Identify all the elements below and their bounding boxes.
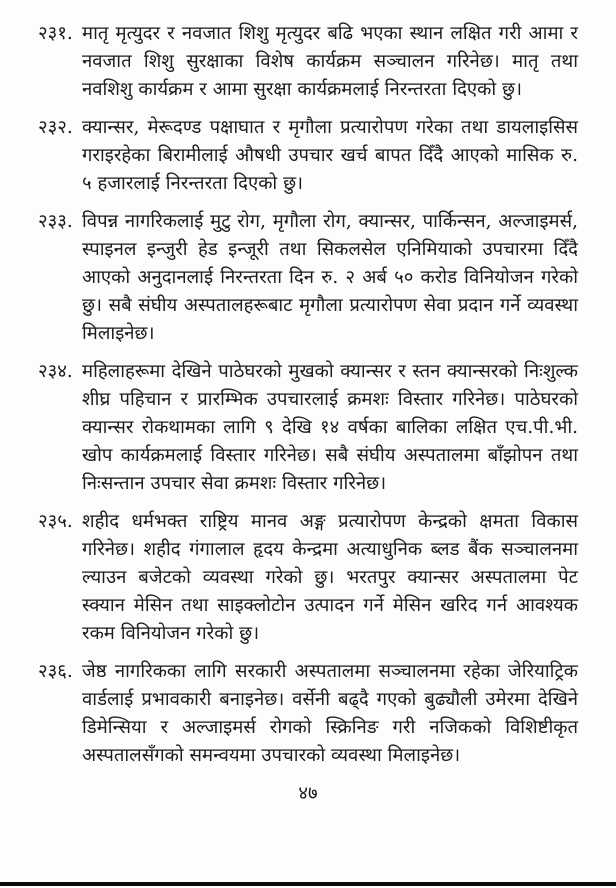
paragraph-231 <box>38 20 578 104</box>
paragraph-number: २३६. <box>38 661 73 682</box>
paragraph-236 <box>38 658 578 770</box>
page-number: ४७ <box>298 783 318 804</box>
paragraph-232 <box>38 114 578 198</box>
paragraph-text: शहीद धर्मभक्त राष्ट्रिय मानव अङ्ग प्रत्यारोपण केन्द्रको क्षमता विकास गरिनेछ। शहीद गंगालाल हृदय केन्द्रमा अत्याधुनिक ब्लड बैंक सञ्चालनमा ल्याउन बजेटको व्यवस्था गरेको छु। भरतपुर क्यान्सर अस्पतालमा पेट स्क्यान मेसिन तथा साइक्लोटोन उत्पादन गर्ने मेसिन खरिद गर्न आवश्यक रकम विनियोजन गरेको छु। <box>82 511 578 644</box>
paragraph-234 <box>38 358 578 498</box>
paragraph-text: महिलाहरूमा देखिने पाठेघरको मुखको क्यान्सर र स्तन क्यान्सरको निःशुल्क शीघ्र पहिचान र प्रारम्भिक उपचारलाई क्रमशः विस्तार गरिनेछ। पाठेघरको क्यान्सर रोकथामका लागि ९ देखि १४ वर्षका बालिका लक्षित एच.पी.भी. खोप कार्यक्रमलाई विस्तार गरिनेछ। सबै संघीय अस्पतालमा बाँझोपन तथा निःसन्तान उपचार सेवा क्रमशः विस्तार गरिनेछ। <box>82 361 578 494</box>
paragraph-text: मातृ मृत्युदर र नवजात शिशु मृत्युदर बढि भएका स्थान लक्षित गरी आमा र नवजात शिशु सुरक्षाका विशेष कार्यक्रम सञ्चालन गरिनेछ। मातृ तथा नवशिशु कार्यक्रम र आमा सुरक्षा कार्यक्रमलाई निरन्तरता दिएको छु। <box>82 23 578 100</box>
page-bottom-edge <box>0 882 616 886</box>
paragraph-235 <box>38 508 578 648</box>
paragraph-number: २३२. <box>38 117 73 138</box>
paragraph-233 <box>38 208 578 348</box>
paragraph-number: २३३. <box>38 211 73 232</box>
paragraph-text: क्यान्सर, मेरूदण्ड पक्षाघात र मृगौला प्रत्यारोपण गरेका तथा डायलाइसिस गराइरहेका बिरामीलाई औषधी उपचार खर्च बापत दिँदै आएको मासिक रु. ५ हजारलाई निरन्तरता दिएको छु। <box>82 117 578 194</box>
paragraph-number: २३४. <box>38 361 73 382</box>
paragraph-text: विपन्न नागरिकलाई मुटु रोग, मृगौला रोग, क्यान्सर, पार्किन्सन, अल्जाइमर्स, स्पाइनल इन्जुरी हेड इन्जूरी तथा सिकलसेल एनिमियाको उपचारमा दिँदै आएको अनुदानलाई निरन्तरता दिन रु. २ अर्ब ५० करोड विनियोजन गरेको छु। सबै संघीय अस्पतालहरूबाट मृगौला प्रत्यारोपण सेवा प्रदान गर्ने व्यवस्था मिलाइनेछ। <box>82 211 578 344</box>
paragraph-text: जेष्ठ नागरिकका लागि सरकारी अस्पतालमा सञ्चालनमा रहेका जेरियाट्रिक वार्डलाई प्रभावकारी बनाइनेछ। वर्सेनी बढ्दै गएको बुढ्यौली उमेरमा देखिने डिमेन्सिया र अल्जाइमर्स रोगको स्क्रिनिङ गरी नजिकको विशिष्टीकृत अस्पतालसँगको समन्वयमा उपचारको व्यवस्था मिलाइनेछ। <box>82 661 578 766</box>
paragraph-number: २३१. <box>38 23 73 44</box>
paragraph-number: २३५. <box>38 511 73 532</box>
